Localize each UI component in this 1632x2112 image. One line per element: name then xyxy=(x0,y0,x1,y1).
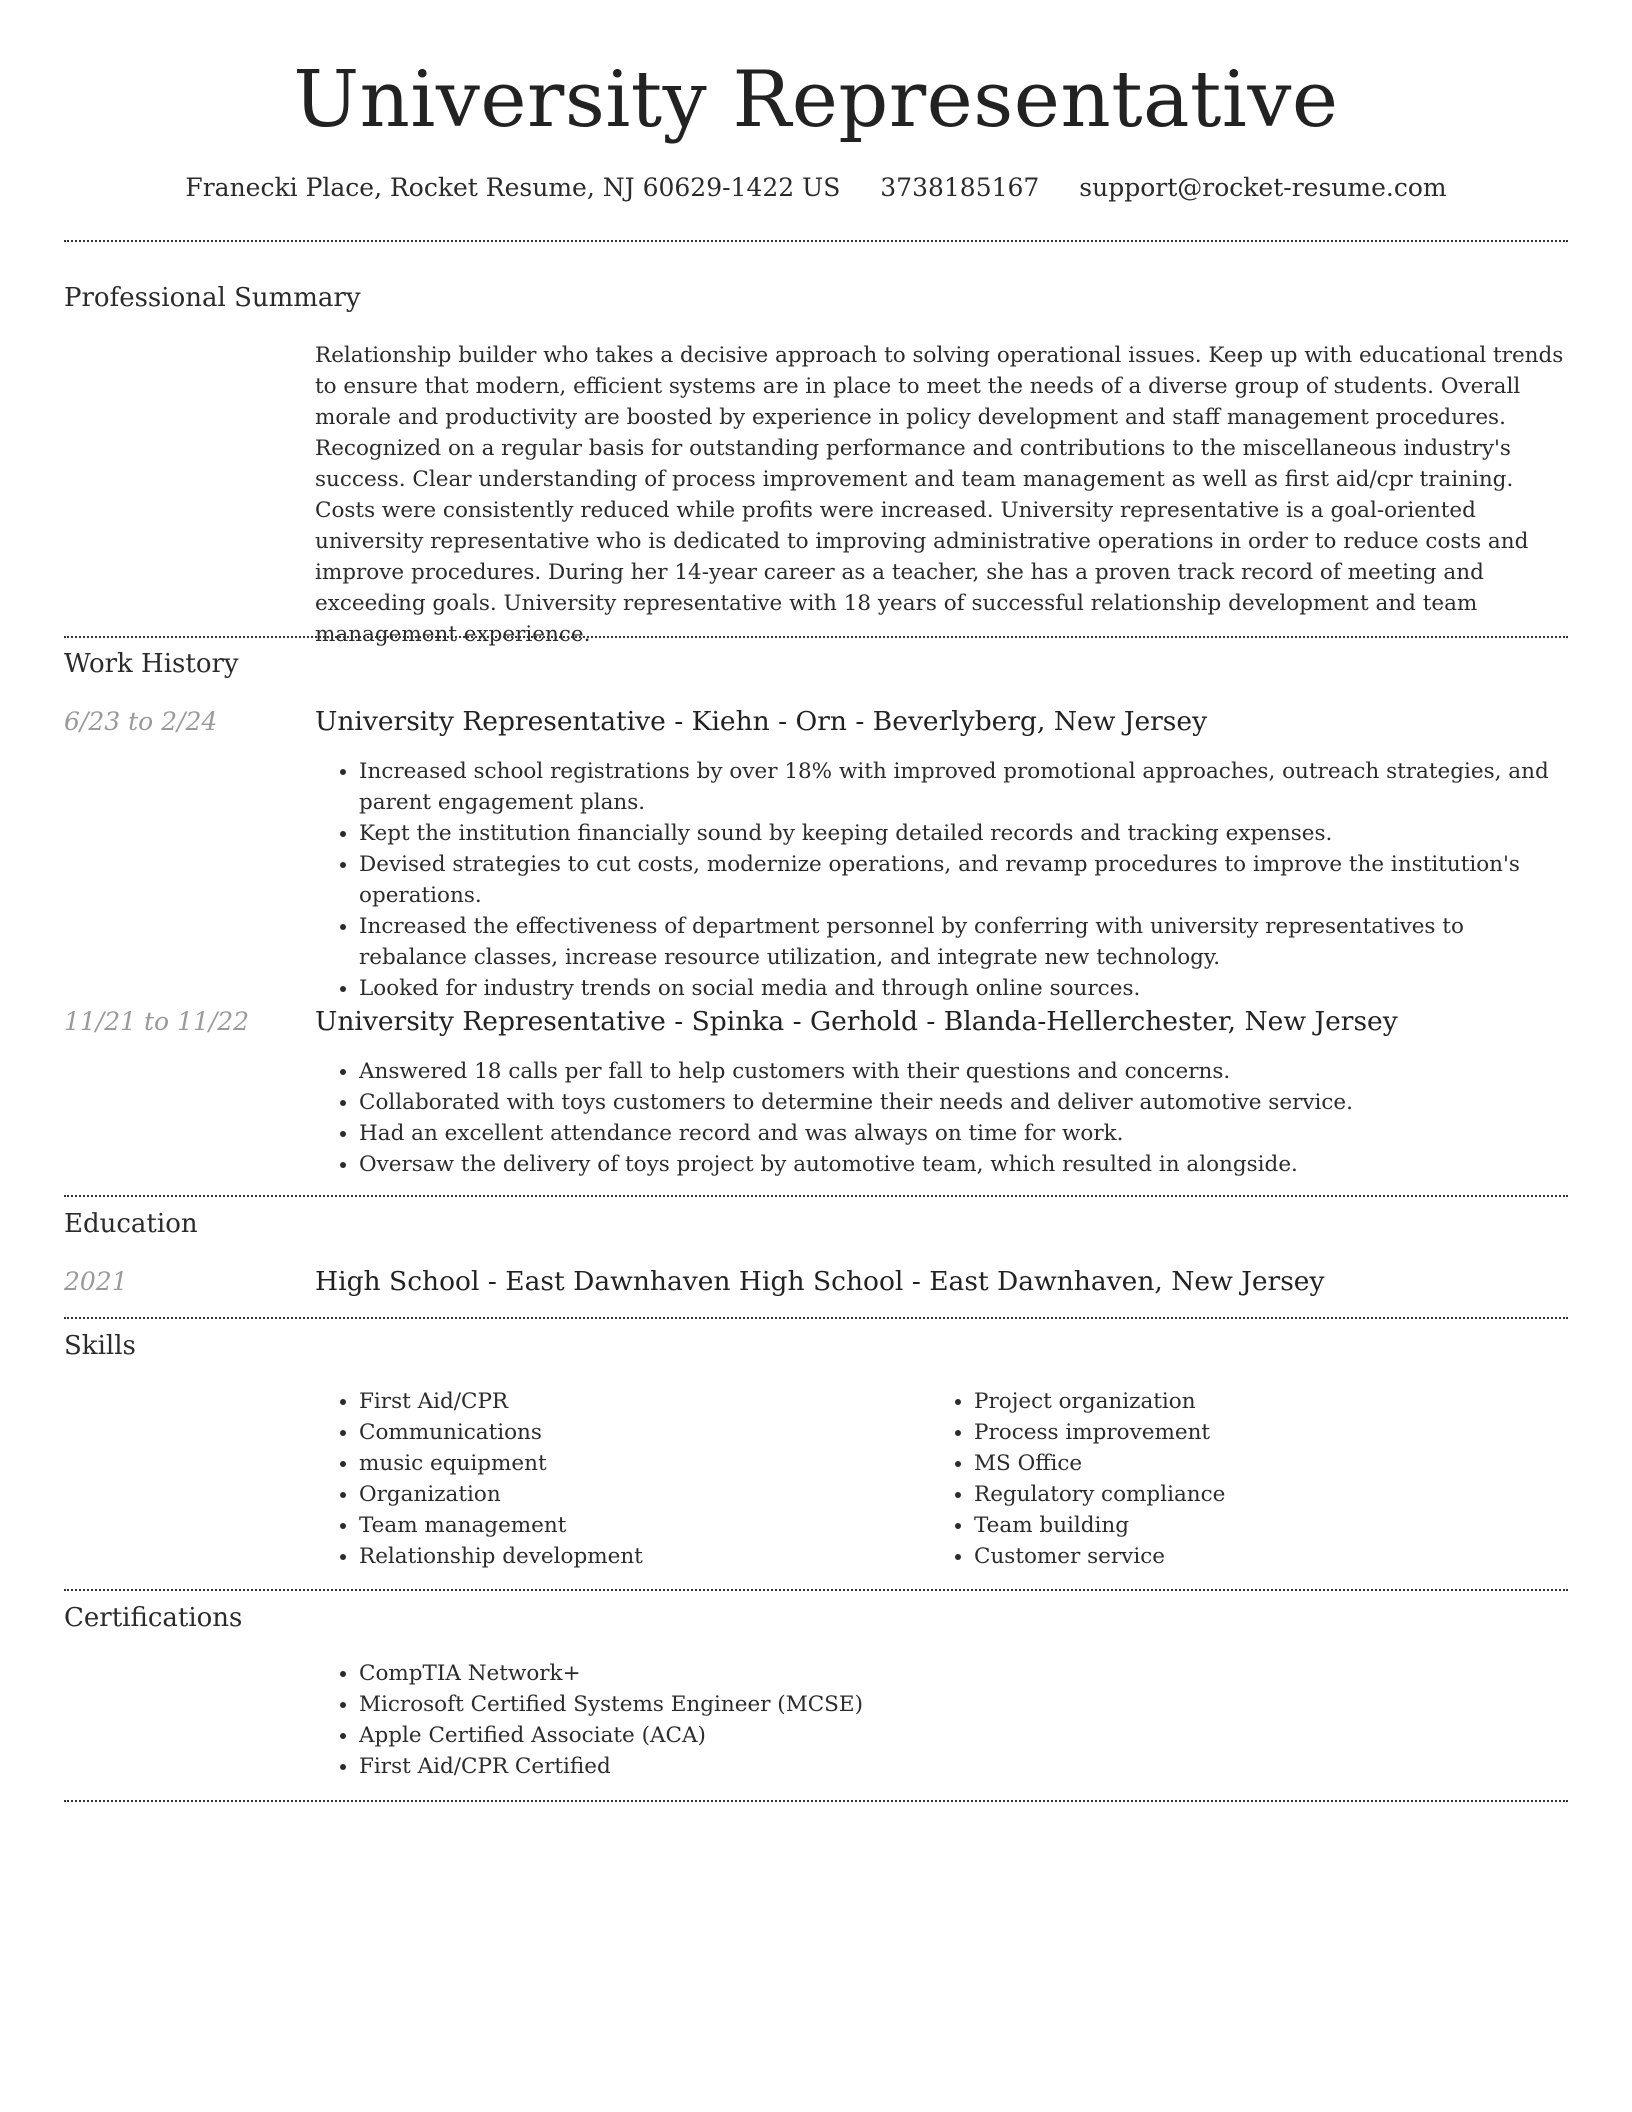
contact-address: Franecki Place, Rocket Resume, NJ 60629-1422 US xyxy=(185,173,841,202)
section-divider xyxy=(64,636,1568,638)
skill-item: • MS Office xyxy=(974,1448,1545,1479)
skill-item: • Project organization xyxy=(974,1386,1545,1417)
section-divider xyxy=(64,1800,1568,1802)
skills-section xyxy=(315,1386,1568,1572)
skill-item: • Team management xyxy=(359,1510,930,1541)
job-1-bullet: • Increased the effectiveness of department personnel by conferring with university representatives to rebalance classes, increase resource utilization, and integrate new technology. xyxy=(359,911,1568,973)
certifications-title: Certifications xyxy=(64,1603,243,1633)
summary-text: Relationship builder who takes a decisive approach to solving operational issues. Keep up with educational trends to ensure that modern, efficient systems are in place to meet the needs of a diverse group of students. Overall morale and productivity are boosted by experience in policy development and staff management procedures. Recognized on a regular basis for outstanding performance and contributions to the miscellaneous industry's success. Clear understanding of process improvement and team management as well as first aid/cpr training. Costs were consistently reduced while profits were increased. University representative is a goal-oriented university representative who is dedicated to improving administrative operations in order to reduce costs and improve procedures. During her 14-year career as a teacher, she has a proven track record of meeting and exceeding goals. University representative with 18 years of successful relationship development and team management experience. xyxy=(315,343,1564,647)
skill-item: • Regulatory compliance xyxy=(974,1479,1545,1510)
certifications-section xyxy=(315,1658,1568,1782)
job-2-bullet: • Oversaw the delivery of toys project by automotive team, which resulted in alongside. xyxy=(359,1149,1568,1180)
summary-section xyxy=(315,340,1568,650)
section-divider xyxy=(64,1317,1568,1319)
job-2-heading: University Representative - Spinka - Gerhold - Blanda-Hellerchester, New Jersey xyxy=(315,1006,1398,1037)
certification-item: • Apple Certified Associate (ACA) xyxy=(359,1720,1568,1751)
job-1-heading: University Representative - Kiehn - Orn - Beverlyberg, New Jersey xyxy=(315,706,1208,737)
summary-title: Professional Summary xyxy=(64,283,361,313)
certification-item: • CompTIA Network+ xyxy=(359,1658,1568,1689)
skill-item: • Communications xyxy=(359,1417,930,1448)
job-2-bullet: • Had an excellent attendance record and was always on time for work. xyxy=(359,1118,1568,1149)
certification-item: • Microsoft Certified Systems Engineer (MCSE) xyxy=(359,1689,1568,1720)
skills-right-column xyxy=(930,1386,1545,1572)
skills-title: Skills xyxy=(64,1331,136,1361)
job-1-dates: 6/23 to 2/24 xyxy=(64,707,218,736)
section-divider xyxy=(64,240,1568,242)
education-title: Education xyxy=(64,1209,198,1239)
certification-item: • First Aid/CPR Certified xyxy=(359,1751,1568,1782)
job-2-bullet: • Collaborated with toys customers to determine their needs and deliver automotive service. xyxy=(359,1087,1568,1118)
job-1-bullet: • Devised strategies to cut costs, modernize operations, and revamp procedures to improve the institution's operations. xyxy=(359,849,1568,911)
job-1-bullets xyxy=(315,756,1568,1004)
job-1-bullet: • Kept the institution financially sound by keeping detailed records and tracking expenses. xyxy=(359,818,1568,849)
job-2-bullet: • Answered 18 calls per fall to help customers with their questions and concerns. xyxy=(359,1056,1568,1087)
candidate-name: University Representative xyxy=(293,55,1339,145)
skill-item: • Organization xyxy=(359,1479,930,1510)
job-2-dates: 11/21 to 11/22 xyxy=(64,1007,250,1036)
work-history-title: Work History xyxy=(64,649,239,679)
skills-left-column xyxy=(315,1386,930,1572)
skill-item: • Relationship development xyxy=(359,1541,930,1572)
contact-line xyxy=(64,172,1568,204)
job-2-bullets xyxy=(315,1056,1568,1180)
skill-item: • music equipment xyxy=(359,1448,930,1479)
skill-item: • Process improvement xyxy=(974,1417,1545,1448)
job-1-bullet: • Increased school registrations by over 18% with improved promotional approaches, outreach strategies, and parent engagement plans. xyxy=(359,756,1568,818)
skill-item: • First Aid/CPR xyxy=(359,1386,930,1417)
skill-item: • Customer service xyxy=(974,1541,1545,1572)
education-dates: 2021 xyxy=(64,1267,128,1296)
job-1-bullet: • Looked for industry trends on social media and through online sources. xyxy=(359,973,1568,1004)
skill-item: • Team building xyxy=(974,1510,1545,1541)
contact-phone: 3738185167 xyxy=(880,173,1040,202)
contact-email: support@rocket-resume.com xyxy=(1079,173,1447,202)
education-heading: High School - East Dawnhaven High School - East Dawnhaven, New Jersey xyxy=(315,1266,1325,1297)
section-divider xyxy=(64,1195,1568,1197)
section-divider xyxy=(64,1589,1568,1591)
